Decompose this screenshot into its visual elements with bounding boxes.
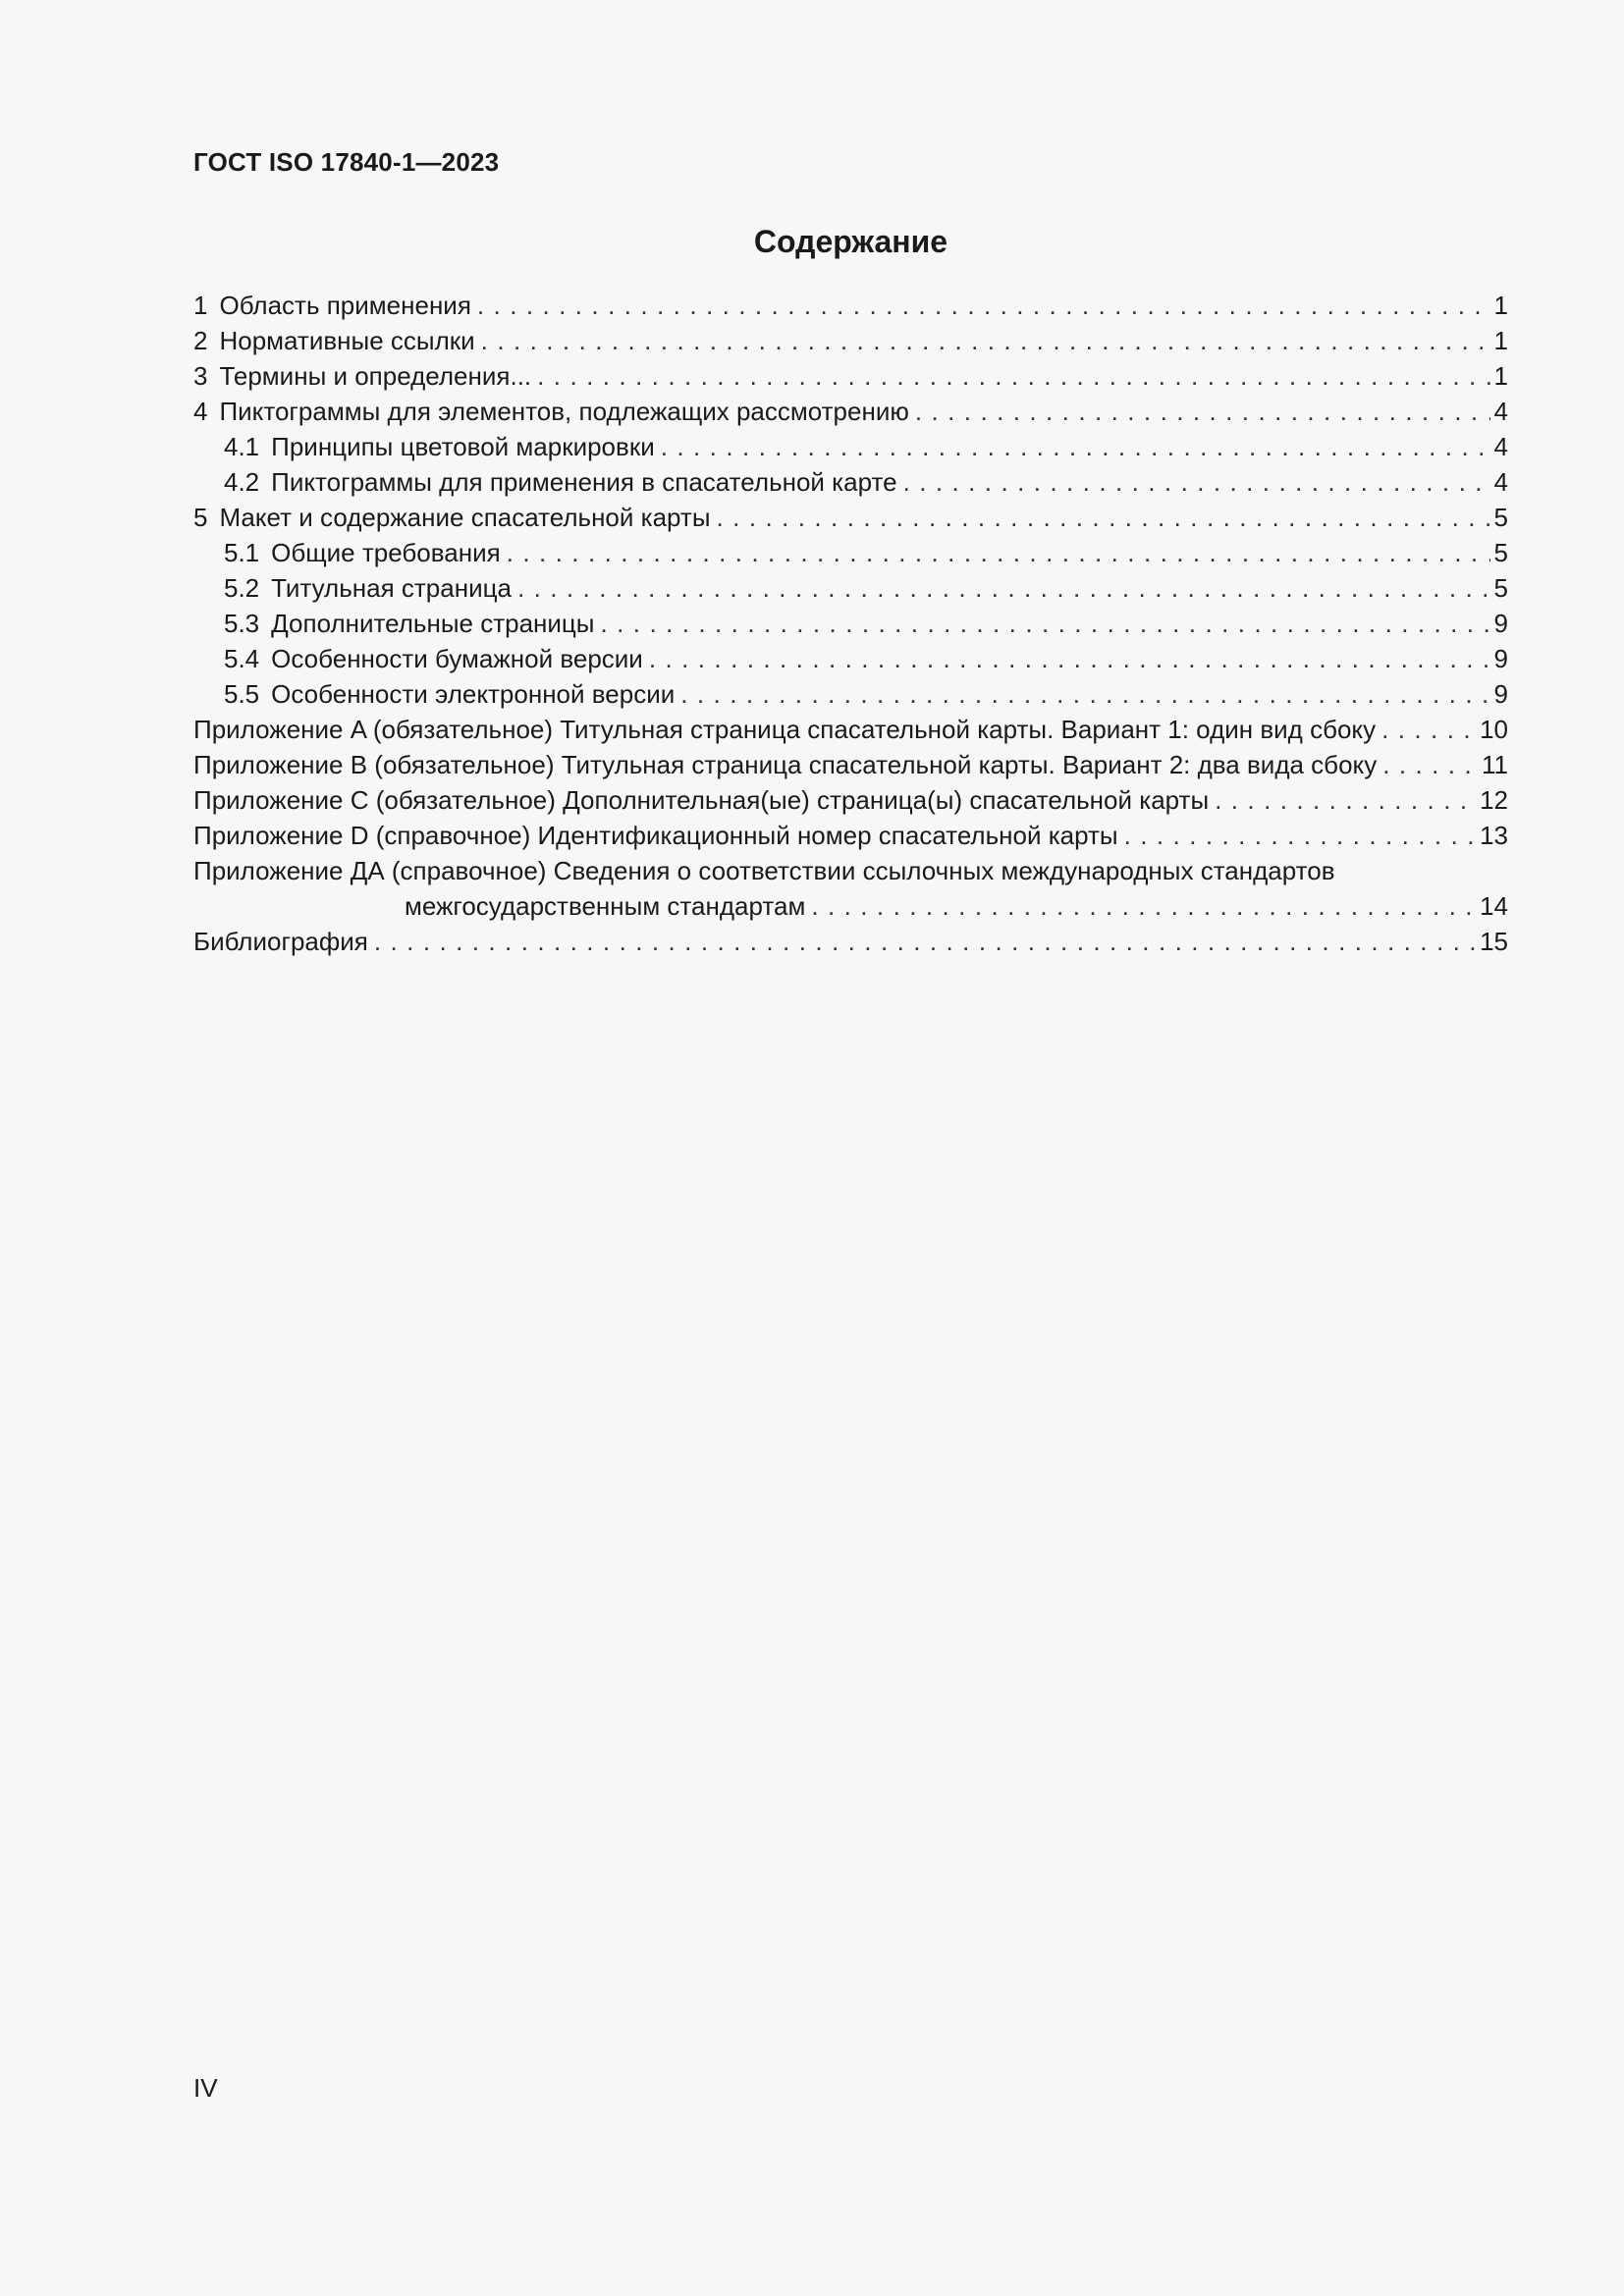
toc-dot-leader <box>477 288 1490 323</box>
toc-entry-page: 10 <box>1480 715 1508 744</box>
toc-dot-leader <box>903 464 1490 500</box>
toc-entry-page: 1 <box>1493 326 1508 355</box>
page-number: IV <box>193 2073 218 2103</box>
toc-entry-5-3[interactable] <box>193 606 1508 641</box>
toc-entry-number: 5 <box>193 503 208 532</box>
toc-entry-label: Макет и содержание спасательной карты <box>219 503 711 532</box>
toc-entry-label: Приложение B (обязательное) Титульная страница спасательной карты. Вариант 2: два вида сбоку <box>193 750 1378 779</box>
toc-entry-page: 9 <box>1493 644 1508 673</box>
toc-dot-leader <box>661 429 1490 464</box>
toc-dot-leader <box>649 641 1490 676</box>
toc-entry-page: 14 <box>1480 891 1508 921</box>
toc-entry-number: 4.1 <box>224 432 260 461</box>
toc-dot-leader <box>811 888 1476 924</box>
toc-entry-page: 4 <box>1493 397 1508 426</box>
toc-dot-leader <box>1381 712 1476 747</box>
toc-entry-label: Пиктограммы для элементов, подлежащих рассмотрению <box>219 397 909 426</box>
toc-entry-label: Дополнительные страницы <box>271 609 595 638</box>
toc-entry-number: 5.4 <box>224 644 260 673</box>
toc-entry-label: Область применения <box>219 291 471 320</box>
toc-dot-leader <box>481 323 1490 358</box>
toc-title: Содержание <box>753 224 948 259</box>
toc-entry-2[interactable] <box>193 323 1508 358</box>
toc-entry-label: Приложение A (обязательное) Титульная страница спасательной карты. Вариант 1: один вид сбоку <box>193 715 1377 744</box>
toc-entry-label: Особенности бумажной версии <box>271 644 643 673</box>
toc-entry-label: Особенности электронной версии <box>271 679 676 709</box>
toc-dot-leader <box>507 535 1490 570</box>
toc-entry-page: 15 <box>1480 927 1508 956</box>
toc-entry-annex-da[interactable] <box>193 853 1508 888</box>
toc-entry-annex-d[interactable] <box>193 818 1508 853</box>
toc-entry-page: 13 <box>1480 821 1508 850</box>
toc-dot-leader <box>601 606 1490 641</box>
toc-entry-label: Нормативные ссылки <box>219 326 475 355</box>
toc-dot-leader <box>680 676 1489 712</box>
toc-entry-page: 5 <box>1493 538 1508 567</box>
toc-entry-number: 2 <box>193 326 208 355</box>
toc-entry-page: 4 <box>1493 467 1508 497</box>
toc-entry-page: 4 <box>1493 432 1508 461</box>
toc-entry-number: 1 <box>193 291 208 320</box>
document-header: ГОСТ ISO 17840-1—2023 <box>193 147 500 177</box>
toc-entry-label: Пиктограммы для применения в спасательной карте <box>271 467 897 497</box>
toc-entry-page: 11 <box>1482 750 1508 779</box>
toc-entry-5-4[interactable] <box>193 641 1508 676</box>
toc-entry-label: Титульная страница <box>271 573 512 603</box>
toc-entry-4-1[interactable] <box>193 429 1508 464</box>
toc-entry-number: 5.3 <box>224 609 260 638</box>
toc-entry-number: 5.5 <box>224 679 260 709</box>
toc-entry-annex-c[interactable] <box>193 782 1508 818</box>
toc-entry-number: 5.1 <box>224 538 260 567</box>
toc-entry-5[interactable] <box>193 500 1508 535</box>
toc-entry-page: 9 <box>1493 679 1508 709</box>
toc-entry-label: межгосударственным стандартам <box>405 891 806 921</box>
toc-entry-page: 9 <box>1493 609 1508 638</box>
toc-entry-label: Приложение C (обязательное) Дополнительная(ые) страница(ы) спасательной карты <box>193 785 1210 815</box>
toc-entry-page: 5 <box>1493 573 1508 603</box>
toc-entry-number: 3 <box>193 361 208 391</box>
toc-entry-number: 4 <box>193 397 208 426</box>
toc-entry-label: Библиография <box>193 927 368 956</box>
toc-entry-label: Приложение ДА (справочное) Сведения о соответствии ссылочных международных стандартов <box>193 856 1335 885</box>
toc-entry-annex-da-continued[interactable] <box>193 888 1508 924</box>
toc-entry-label: Принципы цветовой маркировки <box>271 432 655 461</box>
toc-entry-annex-b[interactable] <box>193 747 1508 782</box>
toc-entry-3[interactable] <box>193 358 1508 394</box>
toc-dot-leader <box>517 570 1490 606</box>
table-of-contents <box>193 288 1508 959</box>
toc-entry-4-2[interactable] <box>193 464 1508 500</box>
toc-dot-leader <box>1124 818 1476 853</box>
toc-entry-page: 12 <box>1480 785 1508 815</box>
toc-entry-page: 1 <box>1493 361 1508 391</box>
toc-entry-5-2[interactable] <box>193 570 1508 606</box>
toc-dot-leader <box>717 500 1490 535</box>
toc-entry-bibliography[interactable] <box>193 924 1508 959</box>
toc-dot-leader <box>374 924 1476 959</box>
toc-dot-leader <box>537 358 1489 394</box>
toc-entry-annex-a[interactable] <box>193 712 1508 747</box>
toc-entry-label: Термины и определения... <box>219 361 532 391</box>
toc-entry-number: 4.2 <box>224 467 260 497</box>
toc-entry-5-1[interactable] <box>193 535 1508 570</box>
toc-entry-4[interactable] <box>193 394 1508 429</box>
toc-entry-page: 1 <box>1493 291 1508 320</box>
toc-entry-page: 5 <box>1493 503 1508 532</box>
toc-entry-label: Приложение D (справочное) Идентификационный номер спасательной карты <box>193 821 1118 850</box>
toc-dot-leader <box>915 394 1490 429</box>
toc-entry-number: 5.2 <box>224 573 260 603</box>
toc-dot-leader <box>1382 747 1478 782</box>
toc-entry-5-5[interactable] <box>193 676 1508 712</box>
toc-entry-label: Общие требования <box>271 538 501 567</box>
toc-entry-1[interactable] <box>193 288 1508 323</box>
toc-dot-leader <box>1215 782 1476 818</box>
